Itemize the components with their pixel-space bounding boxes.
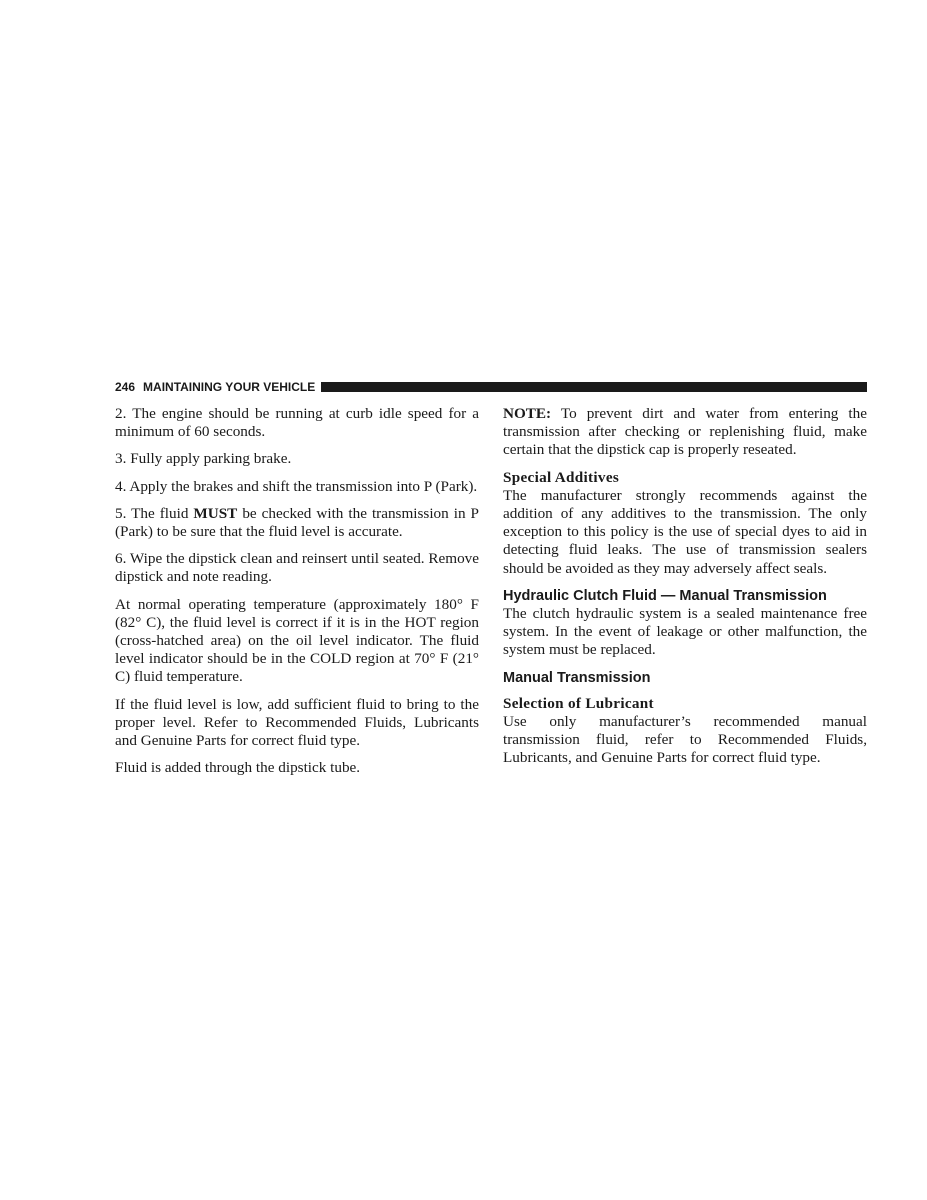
step-5-text-end: be checked with the transmission in P (Park) to be sure that the fluid level is accurate.: [115, 504, 479, 541]
low-fluid-paragraph: If the fluid level is low, add sufficient fluid to bring to the proper level. Refer to Recommended Fluids, Lubricants and Genuine Parts for correct fluid type.: [115, 695, 479, 750]
step-5-text-start: 5. The fluid: [115, 504, 194, 522]
page-number: 246: [115, 380, 136, 394]
manual-transmission-heading: Manual Transmission: [503, 669, 651, 686]
fluid-added-paragraph: Fluid is added through the dipstick tube.: [115, 759, 361, 777]
step-3: 3. Fully apply parking brake.: [115, 450, 292, 468]
section-title: MAINTAINING YOUR VEHICLE: [143, 380, 316, 394]
note-label: NOTE:: [503, 405, 552, 422]
step-5-emphasis: MUST: [193, 504, 238, 522]
step-5: [115, 505, 479, 541]
hydraulic-clutch-text: The clutch hydraulic system is a sealed maintenance free system. In the event of leakage or other malfunction, the system must be replaced.: [503, 605, 867, 659]
left-column: [115, 405, 479, 786]
header-rule: [321, 382, 867, 392]
page-header: [115, 378, 867, 396]
heading-spacer: [503, 687, 867, 695]
special-additives-heading: Special Additives: [503, 468, 620, 486]
hydraulic-clutch-heading: Hydraulic Clutch Fluid — Manual Transmission: [503, 587, 827, 604]
note-text: To prevent dirt and water from entering the transmission after checking or replenishing fluid, make certain that the dipstick cap is properly reseated.: [503, 405, 867, 459]
step-4: 4. Apply the brakes and shift the transmission into P (Park).: [115, 477, 478, 495]
step-2: 2. The engine should be running at curb idle speed for a minimum of 60 seconds.: [115, 405, 479, 441]
selection-of-lubricant-heading: Selection of Lubricant: [503, 694, 654, 712]
right-column: [503, 405, 867, 777]
special-additives-text: The manufacturer strongly recommends against the addition of any additives to the transmission. The only exception to this policy is the use of special dyes to aid in detecting fluid leaks. The use of transmission sealers should be avoided as they may adversely affect seals.: [503, 486, 867, 577]
step-6: 6. Wipe the dipstick clean and reinsert until seated. Remove dipstick and note reading.: [115, 550, 479, 586]
note-paragraph: [503, 405, 867, 460]
selection-of-lubricant-text: Use only manufacturer’s recommended manual transmission fluid, refer to Recommended Fluids, Lubricants, and Genuine Parts for correct fluid type.: [503, 713, 867, 767]
temperature-paragraph: At normal operating temperature (approximately 180° F (82° C), the fluid level is correct if it is in the HOT region (cross-hatched area) on the oil level indicator. The fluid level indicator should be in the COLD region at 70° F (21° C) fluid temperature.: [115, 595, 479, 686]
